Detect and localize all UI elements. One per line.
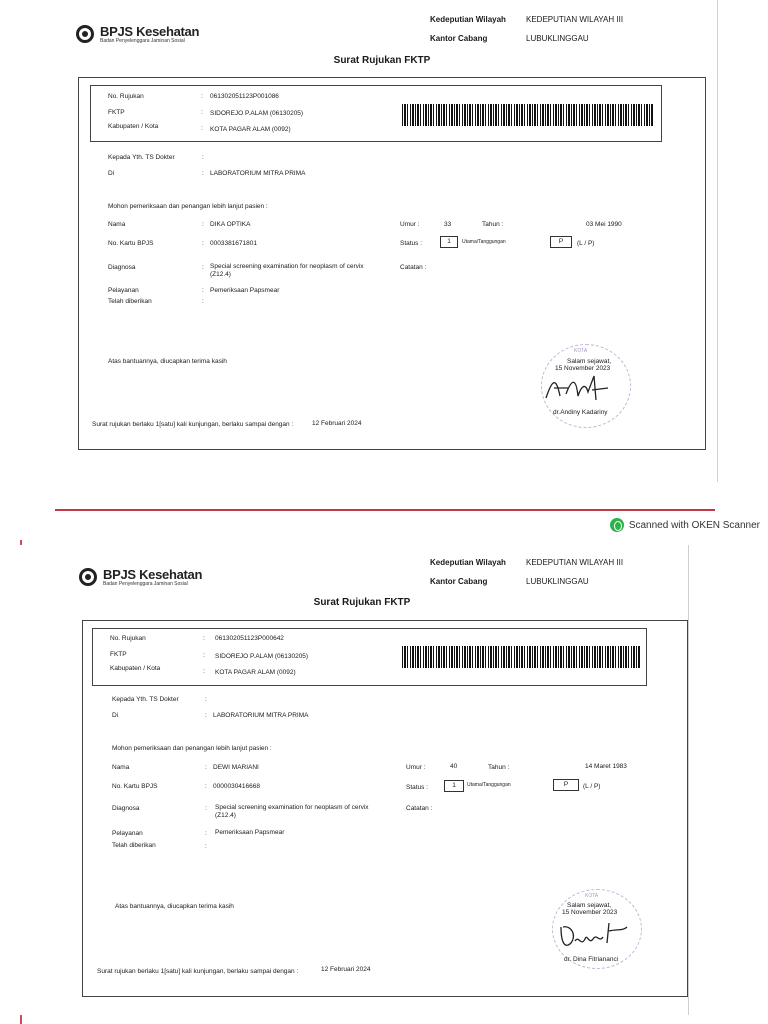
berlaku-text: Surat rujukan berlaku 1[satu] kali kunjungan, berlaku sampai dengan : [97, 968, 299, 975]
referral-letter-2: BPJS Kesehatan Badan Penyelenggara Jaminan Sosial Kedeputian Wilayah KEDEPUTIAN WILAYAH III Kantor Cabang LUBUKLINGGAU Surat Rujukan FKTP No. Rujukan : 061302051123P000642 FKTP : SIDOREJO P.ALAM (06130205) Kabupaten / Kota : KOTA PAGAR ALAM (0092) Kepada Yth. TS Dokter : Di : LABORATORIUM MITRA PRIMA Mohon pemeriksaan dan penangan lebih lanjut pasien : Nama : DEWI MARIANI Umur : 40 Tahun : 14 Maret 1983 No. Kartu BPJS : 0000030416668 Status : 1 Utama/Tanggungan P (L / P) Diagnosa : Special screening examination for neoplasm of cervix (Z12.4) Catatan : Pelayanan : Pemeriksaan Papsmear Telah diberikan : Atas bantuannya, diucapkan terima kasih KOTA Salam sejawat, 15 November 2023 dr. Dina Fitriananci Surat rujukan berlaku 1[satu] kali kunjungan, berlaku sampai dengan : 12 Februari 2024 [19, 545, 689, 1015]
kedeputian-value: KEDEPUTIAN WILAYAH III [526, 558, 624, 567]
di-value: LABORATORIUM MITRA PRIMA [213, 712, 309, 719]
di-value: LABORATORIUM MITRA PRIMA [210, 170, 306, 177]
brand-subtitle: Badan Penyelenggara Jaminan Sosial [100, 38, 185, 44]
no-rujukan-value: 061302051123P000642 [215, 635, 284, 642]
kabupaten-value: KOTA PAGAR ALAM (0092) [210, 126, 291, 133]
referral-barcode [402, 646, 640, 668]
nama-value: DEWI MARIANI [213, 764, 259, 771]
di-label: Di [112, 712, 119, 719]
kedeputian-label: Kedeputian Wilayah [430, 558, 506, 567]
referral-barcode [402, 104, 654, 126]
status-label: Status : [406, 784, 429, 791]
kepada-label: Kepada Yth. TS Dokter [112, 696, 179, 703]
berlaku-sampai: 12 Februari 2024 [312, 420, 362, 427]
diagnosa-value: Special screening examination for neoplasm of cervix (Z12.4) [210, 263, 364, 278]
scanner-label: Scanned with OKEN Scanner [628, 519, 760, 531]
utama-label: Utama/Tanggungan [462, 239, 506, 245]
scanner-watermark [610, 518, 760, 532]
kabupaten-label: Kabupaten / Kota [110, 665, 161, 672]
kantor-label: Kantor Cabang [430, 577, 488, 586]
tanggal-lahir: 14 Maret 1983 [585, 763, 627, 770]
stamp-text: KOTA [585, 893, 599, 899]
berlaku-sampai: 12 Februari 2024 [321, 966, 371, 973]
tanggal-surat: 15 November 2023 [555, 365, 611, 372]
page-edge [717, 0, 718, 482]
doctor-signature [557, 917, 637, 953]
brand-subtitle: Badan Penyelenggara Jaminan Sosial [103, 581, 188, 587]
no-kartu-value: 0003381671801 [210, 240, 257, 247]
bpjs-logo [79, 567, 202, 587]
page-divider [55, 509, 715, 511]
bpjs-logo-icon [76, 25, 94, 43]
umur-label: Umur : [406, 764, 426, 771]
no-rujukan-label: No. Rujukan [108, 93, 144, 100]
tahun-label: Tahun : [488, 764, 510, 771]
kantor-value: LUBUKLINGGAU [526, 34, 589, 43]
tanggal-lahir: 03 Mei 1990 [586, 221, 622, 228]
no-rujukan-value: 061302051123P001086 [210, 93, 279, 100]
diagnosa-label: Diagnosa [112, 805, 140, 812]
doctor-name: dr.Andiny Kadariny [553, 409, 608, 416]
doctor-name: dr. Dina Fitriananci [564, 956, 619, 963]
kedeputian-label: Kedeputian Wilayah [430, 15, 506, 24]
no-rujukan-label: No. Rujukan [110, 635, 146, 642]
kabupaten-value: KOTA PAGAR ALAM (0092) [215, 669, 296, 676]
page-edge [688, 545, 689, 1015]
umur-value: 40 [450, 763, 458, 770]
diagnosa-label: Diagnosa [108, 264, 136, 271]
kepada-label: Kepada Yth. TS Dokter [108, 154, 175, 161]
tanggal-surat: 15 November 2023 [562, 909, 618, 916]
pelayanan-label: Pelayanan [112, 830, 143, 837]
mohon-text: Mohon pemeriksaan dan penangan lebih lanjut pasien : [108, 203, 268, 210]
no-kartu-label: No. Kartu BPJS [108, 240, 154, 247]
doctor-signature [542, 370, 622, 406]
fktp-label: FKTP [108, 109, 125, 116]
telah-diberikan-label: Telah diberikan [112, 842, 156, 849]
referral-letter-1: BPJS Kesehatan Badan Penyelenggara Jaminan Sosial Kedeputian Wilayah KEDEPUTIAN WILAYAH III Kantor Cabang LUBUKLINGGAU Surat Rujukan FKTP No. Rujukan : 061302051123P001086 FKTP : SIDOREJO P.ALAM (06130205) Kabupaten / Kota : KOTA PAGAR ALAM (0092) Kepada Yth. TS Dokter : Di : LABORATORIUM MITRA PRIMA Mohon pemeriksaan dan penangan lebih lanjut pasien : Nama : DIKA OPTIKA Umur : 33 Tahun : 03 Mei 1990 No. Kartu BPJS : 0003381671801 Status : 1 Utama/Tanggungan P (L / P) Diagnosa : Special screening examination for neoplasm of cervix (Z12.4) Catatan : Pelayanan : Pemeriksaan Papsmear Telah diberikan : Atas bantuannya, diucapkan terima kasih KOTA Salam sejawat, 15 November 2023 dr.Andiny Kadariny Surat rujukan berlaku 1[satu] kali kunjungan, berlaku sampai dengan : 12 Februari 2024 [46, 0, 718, 482]
atas-bantuan-text: Atas bantuannya, diucapkan terima kasih [108, 358, 227, 365]
pelayanan-value: Pemeriksaan Papsmear [215, 829, 285, 836]
salam-text: Salam sejawat, [567, 358, 612, 365]
status-box: 1 [440, 236, 458, 248]
status-label: Status : [400, 240, 423, 247]
utama-label: Utama/Tanggungan [467, 782, 511, 788]
scanner-logo-icon [610, 518, 624, 532]
bpjs-logo [76, 24, 199, 44]
lp-label: (L / P) [583, 783, 601, 790]
telah-diberikan-label: Telah diberikan [108, 298, 152, 305]
brand-title: BPJS Kesehatan [100, 24, 200, 39]
gender-box: P [553, 779, 579, 791]
brand-title: BPJS Kesehatan [103, 567, 203, 582]
berlaku-text: Surat rujukan berlaku 1[satu] kali kunjungan, berlaku sampai dengan : [92, 421, 294, 428]
di-label: Di [108, 170, 115, 177]
kantor-value: LUBUKLINGGAU [526, 577, 589, 586]
tahun-label: Tahun : [482, 221, 504, 228]
kedeputian-value: KEDEPUTIAN WILAYAH III [526, 15, 624, 24]
kantor-label: Kantor Cabang [430, 34, 488, 43]
nama-label: Nama [108, 221, 126, 228]
diagnosa-value: Special screening examination for neoplasm of cervix (Z12.4) [215, 804, 369, 819]
no-kartu-value: 0000030416668 [213, 783, 260, 790]
stamp-text: KOTA [574, 348, 588, 354]
header-info [430, 555, 623, 589]
salam-text: Salam sejawat, [567, 902, 612, 909]
nama-value: DIKA OPTIKA [210, 221, 251, 228]
mohon-text: Mohon pemeriksaan dan penangan lebih lanjut pasien : [112, 745, 272, 752]
status-box: 1 [444, 780, 464, 792]
fktp-label: FKTP [110, 651, 127, 658]
header-info [430, 12, 623, 46]
umur-label: Umur : [400, 221, 420, 228]
lp-label: (L / P) [577, 240, 595, 247]
catatan-label: Catatan : [406, 805, 433, 812]
atas-bantuan-text: Atas bantuannya, diucapkan terima kasih [115, 903, 234, 910]
pelayanan-value: Pemeriksaan Papsmear [210, 287, 280, 294]
no-kartu-label: No. Kartu BPJS [112, 783, 158, 790]
pelayanan-label: Pelayanan [108, 287, 139, 294]
umur-value: 33 [444, 221, 452, 228]
catatan-label: Catatan : [400, 264, 427, 271]
doc-title: Surat Rujukan FKTP [333, 55, 431, 66]
kabupaten-label: Kabupaten / Kota [108, 123, 159, 130]
fktp-value: SIDOREJO P.ALAM (06130205) [210, 110, 304, 117]
nama-label: Nama [112, 764, 130, 771]
fktp-value: SIDOREJO P.ALAM (06130205) [215, 653, 309, 660]
doc-title: Surat Rujukan FKTP [313, 597, 411, 608]
gender-box: P [550, 236, 572, 248]
bpjs-logo-icon [79, 568, 97, 586]
